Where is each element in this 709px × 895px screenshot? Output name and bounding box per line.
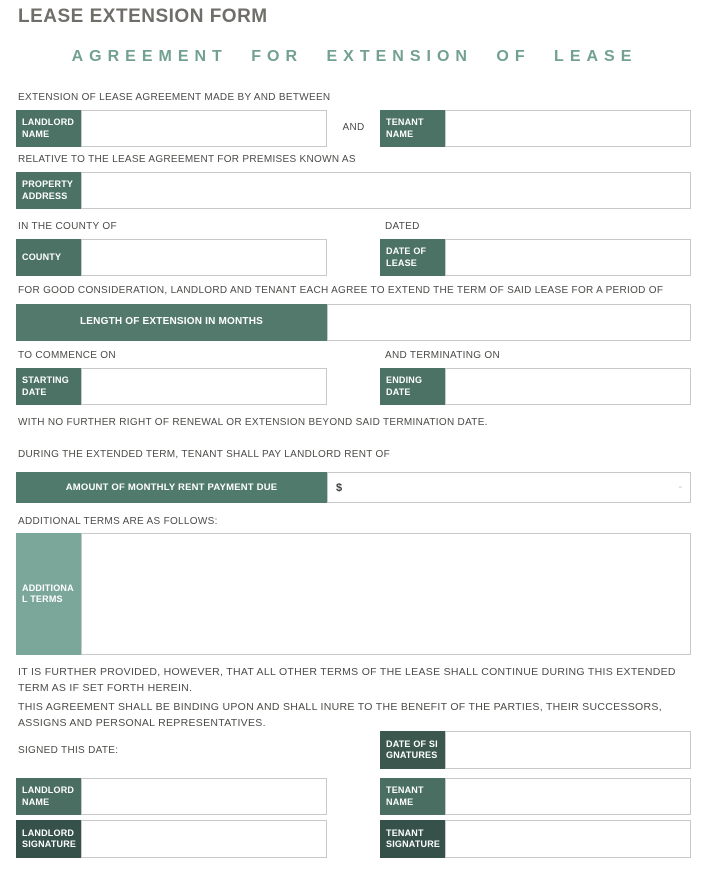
length-of-extension-label	[16, 304, 327, 341]
tenant-signature-input[interactable]	[445, 820, 691, 858]
and-connector: AND	[342, 122, 365, 133]
rent-amount-label	[16, 472, 327, 503]
date-of-lease-label-text: DATE OF LEASE	[386, 246, 427, 268]
binding-paragraph: THIS AGREEMENT SHALL BE BINDING UPON AND SHALL INURE TO THE BENEFIT OF THE PARTIES, THEIR SUCCESSORS, ASSIGNS AND PERSONAL REPRESENTATIVES.	[18, 701, 662, 730]
landlord-name-label	[16, 110, 81, 147]
property-address-label	[16, 172, 81, 209]
tenant-name-sign-input[interactable]	[445, 778, 691, 815]
additional-terms-label	[16, 533, 81, 655]
starting-date-label-text: STARTING DATE	[22, 375, 69, 397]
rent-dash-suffix: -	[678, 482, 682, 493]
terminating-line: AND TERMINATING ON	[385, 350, 501, 361]
landlord-signature-label-text: LANDLORD SIGNATURE	[22, 827, 77, 849]
landlord-signature-input[interactable]	[81, 820, 327, 858]
further-provided-paragraph: IT IS FURTHER PROVIDED, HOWEVER, THAT ALL OTHER TERMS OF THE LEASE SHALL CONTINUE DURING THIS EXTENDED TERM AS IF SET FORTH HEREIN.	[18, 666, 676, 695]
tenant-signature-label	[380, 820, 445, 858]
tenant-name-sign-label-text: TENANT NAME	[386, 785, 424, 807]
tenant-name-label-text: TENANT NAME	[386, 117, 424, 139]
ending-date-input[interactable]	[445, 368, 691, 405]
rent-amount-field	[327, 472, 691, 503]
relative-line: RELATIVE TO THE LEASE AGREEMENT FOR PREMISES KNOWN AS	[18, 154, 356, 165]
county-label	[16, 239, 81, 276]
property-address-input[interactable]	[81, 172, 691, 209]
tenant-name-label	[380, 110, 445, 147]
intro-line: EXTENSION OF LEASE AGREEMENT MADE BY AND BETWEEN	[18, 92, 331, 103]
page-title: LEASE EXTENSION FORM	[18, 6, 268, 27]
date-of-lease-label	[380, 239, 445, 276]
no-renewal-line: WITH NO FURTHER RIGHT OF RENEWAL OR EXTENSION BEYOND SAID TERMINATION DATE.	[18, 417, 488, 428]
commence-line: TO COMMENCE ON	[18, 350, 116, 361]
rent-currency-prefix: $	[336, 481, 343, 494]
length-of-extension-label-text: LENGTH OF EXTENSION IN MONTHS	[79, 316, 264, 328]
date-of-lease-input[interactable]	[445, 239, 691, 276]
property-address-label-text: PROPERTY ADDRESS	[22, 179, 73, 201]
county-label-text: COUNTY	[22, 251, 62, 262]
rent-amount-input[interactable]	[348, 481, 673, 495]
starting-date-label	[16, 368, 81, 405]
tenant-name-input[interactable]	[445, 110, 691, 147]
page-subtitle: AGREEMENT FOR EXTENSION OF LEASE	[71, 48, 638, 65]
county-line: IN THE COUNTY OF	[18, 221, 117, 232]
length-of-extension-input[interactable]	[327, 304, 691, 341]
ending-date-label	[380, 368, 445, 405]
date-of-signatures-label	[380, 731, 445, 769]
county-input[interactable]	[81, 239, 327, 276]
rent-amount-label-text: AMOUNT OF MONTHLY RENT PAYMENT DUE	[65, 481, 278, 493]
landlord-name-input[interactable]	[81, 110, 327, 147]
landlord-name-sign-label-text: LANDLORD NAME	[22, 785, 75, 807]
tenant-name-sign-label	[380, 778, 445, 815]
landlord-name-label-text: LANDLORD NAME	[22, 117, 75, 139]
landlord-name-sign-label	[16, 778, 81, 815]
additional-terms-label-text: ADDITIONAL TERMS	[22, 582, 74, 604]
landlord-signature-label	[16, 820, 81, 858]
date-of-signatures-label-text: DATE OF SIGNATURES	[386, 738, 438, 760]
dated-line: DATED	[385, 221, 420, 232]
consideration-line: FOR GOOD CONSIDERATION, LANDLORD AND TENANT EACH AGREE TO EXTEND THE TERM OF SAID LEASE FOR A PERIOD OF	[18, 285, 664, 296]
date-of-signatures-input[interactable]	[445, 731, 691, 769]
starting-date-input[interactable]	[81, 368, 327, 405]
rent-line: DURING THE EXTENDED TERM, TENANT SHALL PAY LANDLORD RENT OF	[18, 449, 391, 460]
additional-terms-line: ADDITIONAL TERMS ARE AS FOLLOWS:	[18, 516, 218, 527]
additional-terms-textarea[interactable]	[81, 533, 691, 655]
signed-date-line: SIGNED THIS DATE:	[18, 745, 119, 756]
landlord-name-sign-input[interactable]	[81, 778, 327, 815]
tenant-signature-label-text: TENANT SIGNATURE	[386, 827, 441, 849]
ending-date-label-text: ENDING DATE	[386, 375, 423, 397]
